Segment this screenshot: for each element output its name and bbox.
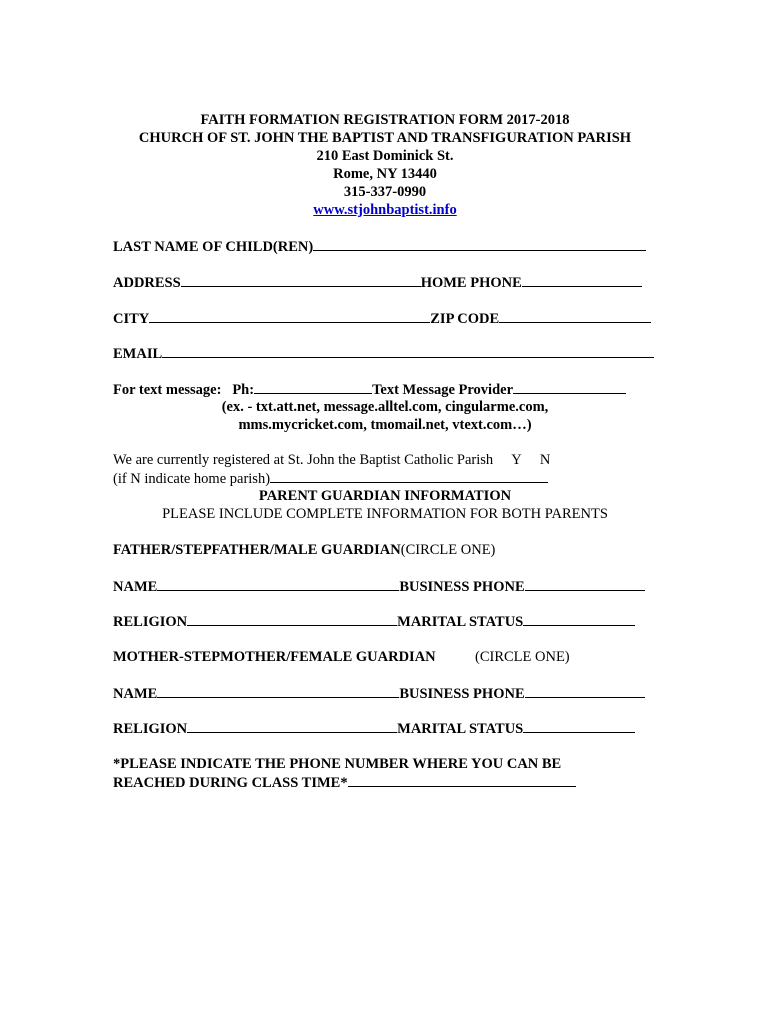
mother-name-row <box>113 684 645 703</box>
home-parish-row <box>113 469 548 488</box>
father-business-phone-blank[interactable] <box>525 577 645 591</box>
email-blank[interactable] <box>162 344 654 358</box>
father-religion-blank[interactable] <box>187 612 397 626</box>
registration-yes-option[interactable]: Y <box>511 452 522 468</box>
mother-marital-status-label: MARITAL STATUS <box>397 721 524 737</box>
text-message-label: For text message: <box>113 382 222 398</box>
mother-circle-one: (CIRCLE ONE) <box>475 649 570 665</box>
mother-marital-status-blank[interactable] <box>523 719 635 733</box>
church-phone: 315-337-0990 <box>343 184 427 200</box>
address-row <box>113 273 642 292</box>
mother-name-label: NAME <box>113 686 158 702</box>
city-blank[interactable] <box>149 309 430 323</box>
father-circle-one: (CIRCLE ONE) <box>400 542 496 558</box>
class-time-phone-blank[interactable] <box>348 773 576 787</box>
church-website-wrapper <box>0 201 770 219</box>
last-name-label: LAST NAME OF CHILD(REN) <box>113 239 314 255</box>
church-name: CHURCH OF ST. JOHN THE BAPTIST AND TRANSFIGURATION PARISH <box>138 130 632 146</box>
father-religion-label: RELIGION <box>113 614 188 630</box>
email-row <box>113 344 654 363</box>
father-name-row <box>113 577 645 596</box>
last-name-row <box>113 237 646 256</box>
father-business-phone-label: BUSINESS PHONE <box>399 579 525 595</box>
mother-religion-blank[interactable] <box>187 719 397 733</box>
provider-label: Text Message Provider <box>372 382 514 398</box>
home-parish-label: (if N indicate home parish) <box>113 471 271 487</box>
class-time-phone-row <box>113 773 576 792</box>
church-website-link[interactable]: www.stjohnbaptist.info <box>313 202 457 218</box>
registration-question: We are currently registered at St. John the Baptist Catholic Parish <box>113 452 494 468</box>
city-label: CITY <box>113 311 150 327</box>
zip-label: ZIP CODE <box>430 311 500 327</box>
father-marital-status-blank[interactable] <box>523 612 635 626</box>
class-time-phone-note-1: *PLEASE INDICATE THE PHONE NUMBER WHERE YOU CAN BE <box>113 756 562 772</box>
father-label: FATHER/STEPFATHER/MALE GUARDIAN <box>113 542 401 558</box>
class-time-phone-note-2: REACHED DURING CLASS TIME* <box>113 775 348 791</box>
church-street: 210 East Dominick St. <box>316 148 454 164</box>
parent-section-heading: PARENT GUARDIAN INFORMATION <box>258 488 512 504</box>
father-heading-row <box>113 541 495 559</box>
mother-business-phone-label: BUSINESS PHONE <box>399 686 525 702</box>
registration-row <box>113 451 550 469</box>
father-name-label: NAME <box>113 579 158 595</box>
home-phone-blank[interactable] <box>522 273 642 287</box>
mother-heading-row <box>113 648 436 666</box>
registration-no-option[interactable]: N <box>539 452 551 468</box>
mother-religion-label: RELIGION <box>113 721 188 737</box>
address-blank[interactable] <box>181 273 421 287</box>
form-title: FAITH FORMATION REGISTRATION FORM 2017-2018 <box>200 112 570 128</box>
mother-business-phone-blank[interactable] <box>525 684 645 698</box>
provider-blank[interactable] <box>513 380 626 394</box>
provider-examples-2: mms.mycricket.com, tmomail.net, vtext.com…) <box>238 417 532 433</box>
zip-blank[interactable] <box>499 309 651 323</box>
text-phone-label: Ph: <box>232 382 255 398</box>
provider-examples-1: (ex. - txt.att.net, message.alltel.com, cingularme.com, <box>221 399 549 415</box>
father-religion-row <box>113 612 635 631</box>
email-label: EMAIL <box>113 346 163 362</box>
mother-name-blank[interactable] <box>157 684 399 698</box>
home-parish-blank[interactable] <box>270 469 548 483</box>
last-name-blank[interactable] <box>313 237 646 251</box>
father-marital-status-label: MARITAL STATUS <box>397 614 524 630</box>
parent-section-instruction: PLEASE INCLUDE COMPLETE INFORMATION FOR BOTH PARENTS <box>162 506 608 522</box>
home-phone-label: HOME PHONE <box>420 275 522 291</box>
address-label: ADDRESS <box>113 275 181 291</box>
mother-label: MOTHER-STEPMOTHER/FEMALE GUARDIAN <box>113 649 436 665</box>
text-phone-blank[interactable] <box>254 380 372 394</box>
church-city-state: Rome, NY 13440 <box>333 166 437 182</box>
text-message-row <box>113 380 626 399</box>
city-row <box>113 309 651 328</box>
mother-religion-row <box>113 719 635 738</box>
father-name-blank[interactable] <box>157 577 399 591</box>
